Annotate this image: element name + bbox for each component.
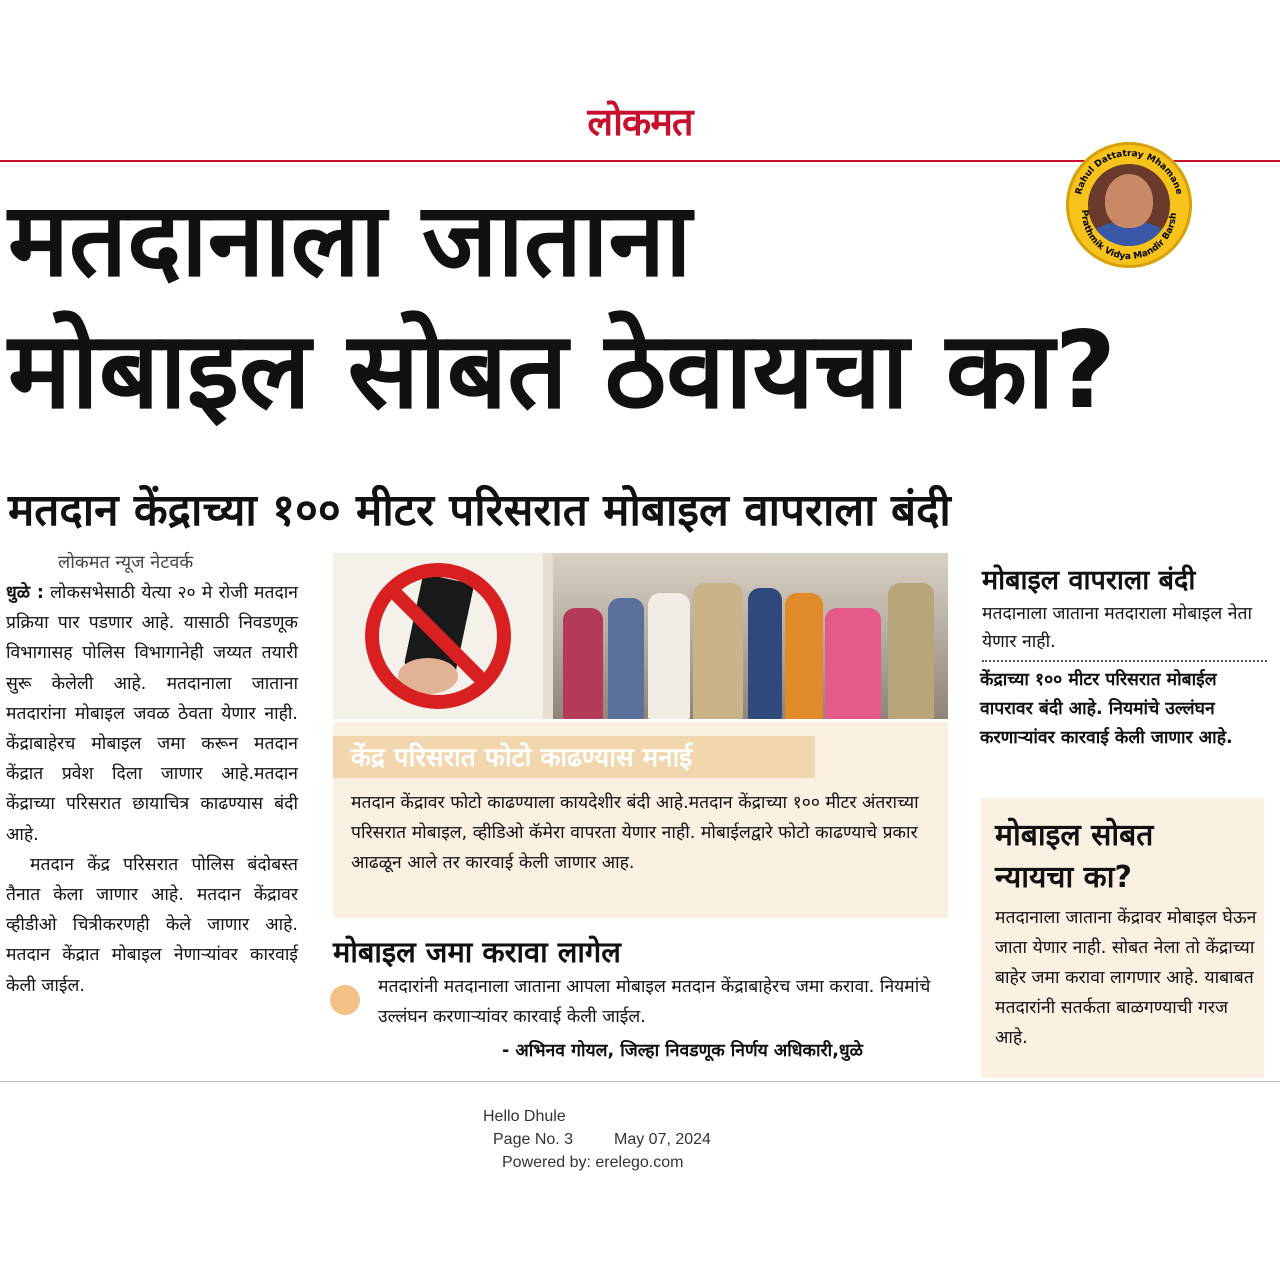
sidebar-text-ban: मतदानाला जाताना मतदाराला मोबाइल नेता येणार नाही. <box>982 604 1252 652</box>
byline: लोकमत न्यूज नेटवर्क <box>58 552 194 573</box>
subheadline: मतदान केंद्राच्या १०० मीटर परिसरात मोबाइल वापराला बंदी <box>8 485 951 536</box>
badge-ring-text <box>1066 142 1192 268</box>
article-photo <box>333 553 948 719</box>
badge-school: Prathmik Vidya Mandir Barsh <box>1078 209 1180 263</box>
footer-powered: Powered by: erelego.com <box>502 1154 684 1171</box>
no-mobile-icon <box>343 558 533 714</box>
no-phone-graphic <box>333 553 543 719</box>
page-bottom-rule <box>0 1081 1280 1082</box>
photo-ban-box <box>333 722 948 918</box>
article-text: लोकसभेसाठी येत्या २० मे रोजी मतदान प्रक्रिया पार पडणार आहे. यासाठी निवडणूक विभागासह पोलिस विभागानेही जय्यत तयारी सुरू केलेली आहे. मतदानाला जाताना मतदारांना मोबाइल जवळ ठेवता येणार नाही. केंद्राबाहेरच मोबाइल जमा करून मतदान केंद्रात प्रवेश दिला जाणार आहे.मतदान केंद्राच्या परिसरात छायाचित्र काढण्यास बंदी आहे. <box>6 583 298 845</box>
box-text: मतदान केंद्रावर फोटो काढण्याला कायदेशीर बंदी आहे.मतदान केंद्राच्या १०० मीटर अंतराच्या परिसरात मोबाइल, व्हीडिओ कॅमेरा वापरता येणार नाही. मोबाईलद्वारे फोटो काढण्याचे प्रकार आढळून आले तर कारवाई केली जाणार आह. <box>351 793 919 873</box>
headline-line-2: मोबाइल सोबत ठेवायचा का? <box>8 309 1117 432</box>
masthead-logo: लोकमत <box>587 99 693 144</box>
dateline: धुळे : <box>6 583 44 603</box>
queue-photo <box>553 553 948 719</box>
badge-name: Rahul Dattatray Mhamane <box>1074 149 1184 196</box>
sidebar-text-carry: मतदानाला जाताना केंद्रावर मोबाइल घेऊन जाता येणार नाही. सोबत नेला तो केंद्राच्या बाहेर जमा करावा लागणार आहे. याबाबत मतदारांनी सतर्कता बाळगण्याची गरज आहे. <box>995 908 1257 1048</box>
footer-date: May 07, 2024 <box>614 1131 711 1148</box>
headline-line-1: मतदानाला जाताना <box>8 181 692 300</box>
footer-page: Page No. 3 <box>493 1131 574 1148</box>
sidebar-title-carry: मोबाइल सोबत न्यायचा का? <box>995 818 1154 895</box>
dotted-divider <box>982 660 1267 662</box>
quote-author: - अभिनव गोयल, जिल्हा निवडणूक निर्णय अधिकारी,धुळे <box>502 1041 863 1061</box>
left-column-article <box>6 578 298 1001</box>
article-paragraph <box>6 578 298 850</box>
quote-mark-icon <box>330 985 360 1015</box>
sidebar-title-ban: मोबाइल वापराला बंदी <box>982 565 1196 596</box>
quote-text: मतदारांनी मतदानाला जाताना आपला मोबाइल मतदान केंद्राबाहेरच जमा करावा. नियमांचे उल्लंघन करणाऱ्यांवर कारवाई केली जाईल. <box>378 977 931 1027</box>
sidebar-text-ban-2: केंद्राच्या १०० मीटर परिसरात मोबाईल वापरावर बंदी आहे. नियमांचे उल्लंघन करणाऱ्यांवर कारवाई केली जाणार आहे. <box>980 670 1233 748</box>
footer-edition: Hello Dhule <box>483 1108 566 1125</box>
quote-heading: मोबाइल जमा करावा लागेल <box>333 935 621 969</box>
profile-badge <box>1066 142 1192 268</box>
article-paragraph: मतदान केंद्र परिसरात पोलिस बंदोबस्त तैनात केला जाणार आहे. मतदान केंद्रावर व्हीडीओ चित्रीकरणही केले जाणार आहे. मतदान केंद्रात मोबाइल नेणाऱ्यांवर कारवाई केली जाईल. <box>6 854 298 996</box>
box-title: केंद्र परिसरात फोटो काढण्यास मनाई <box>351 743 693 773</box>
